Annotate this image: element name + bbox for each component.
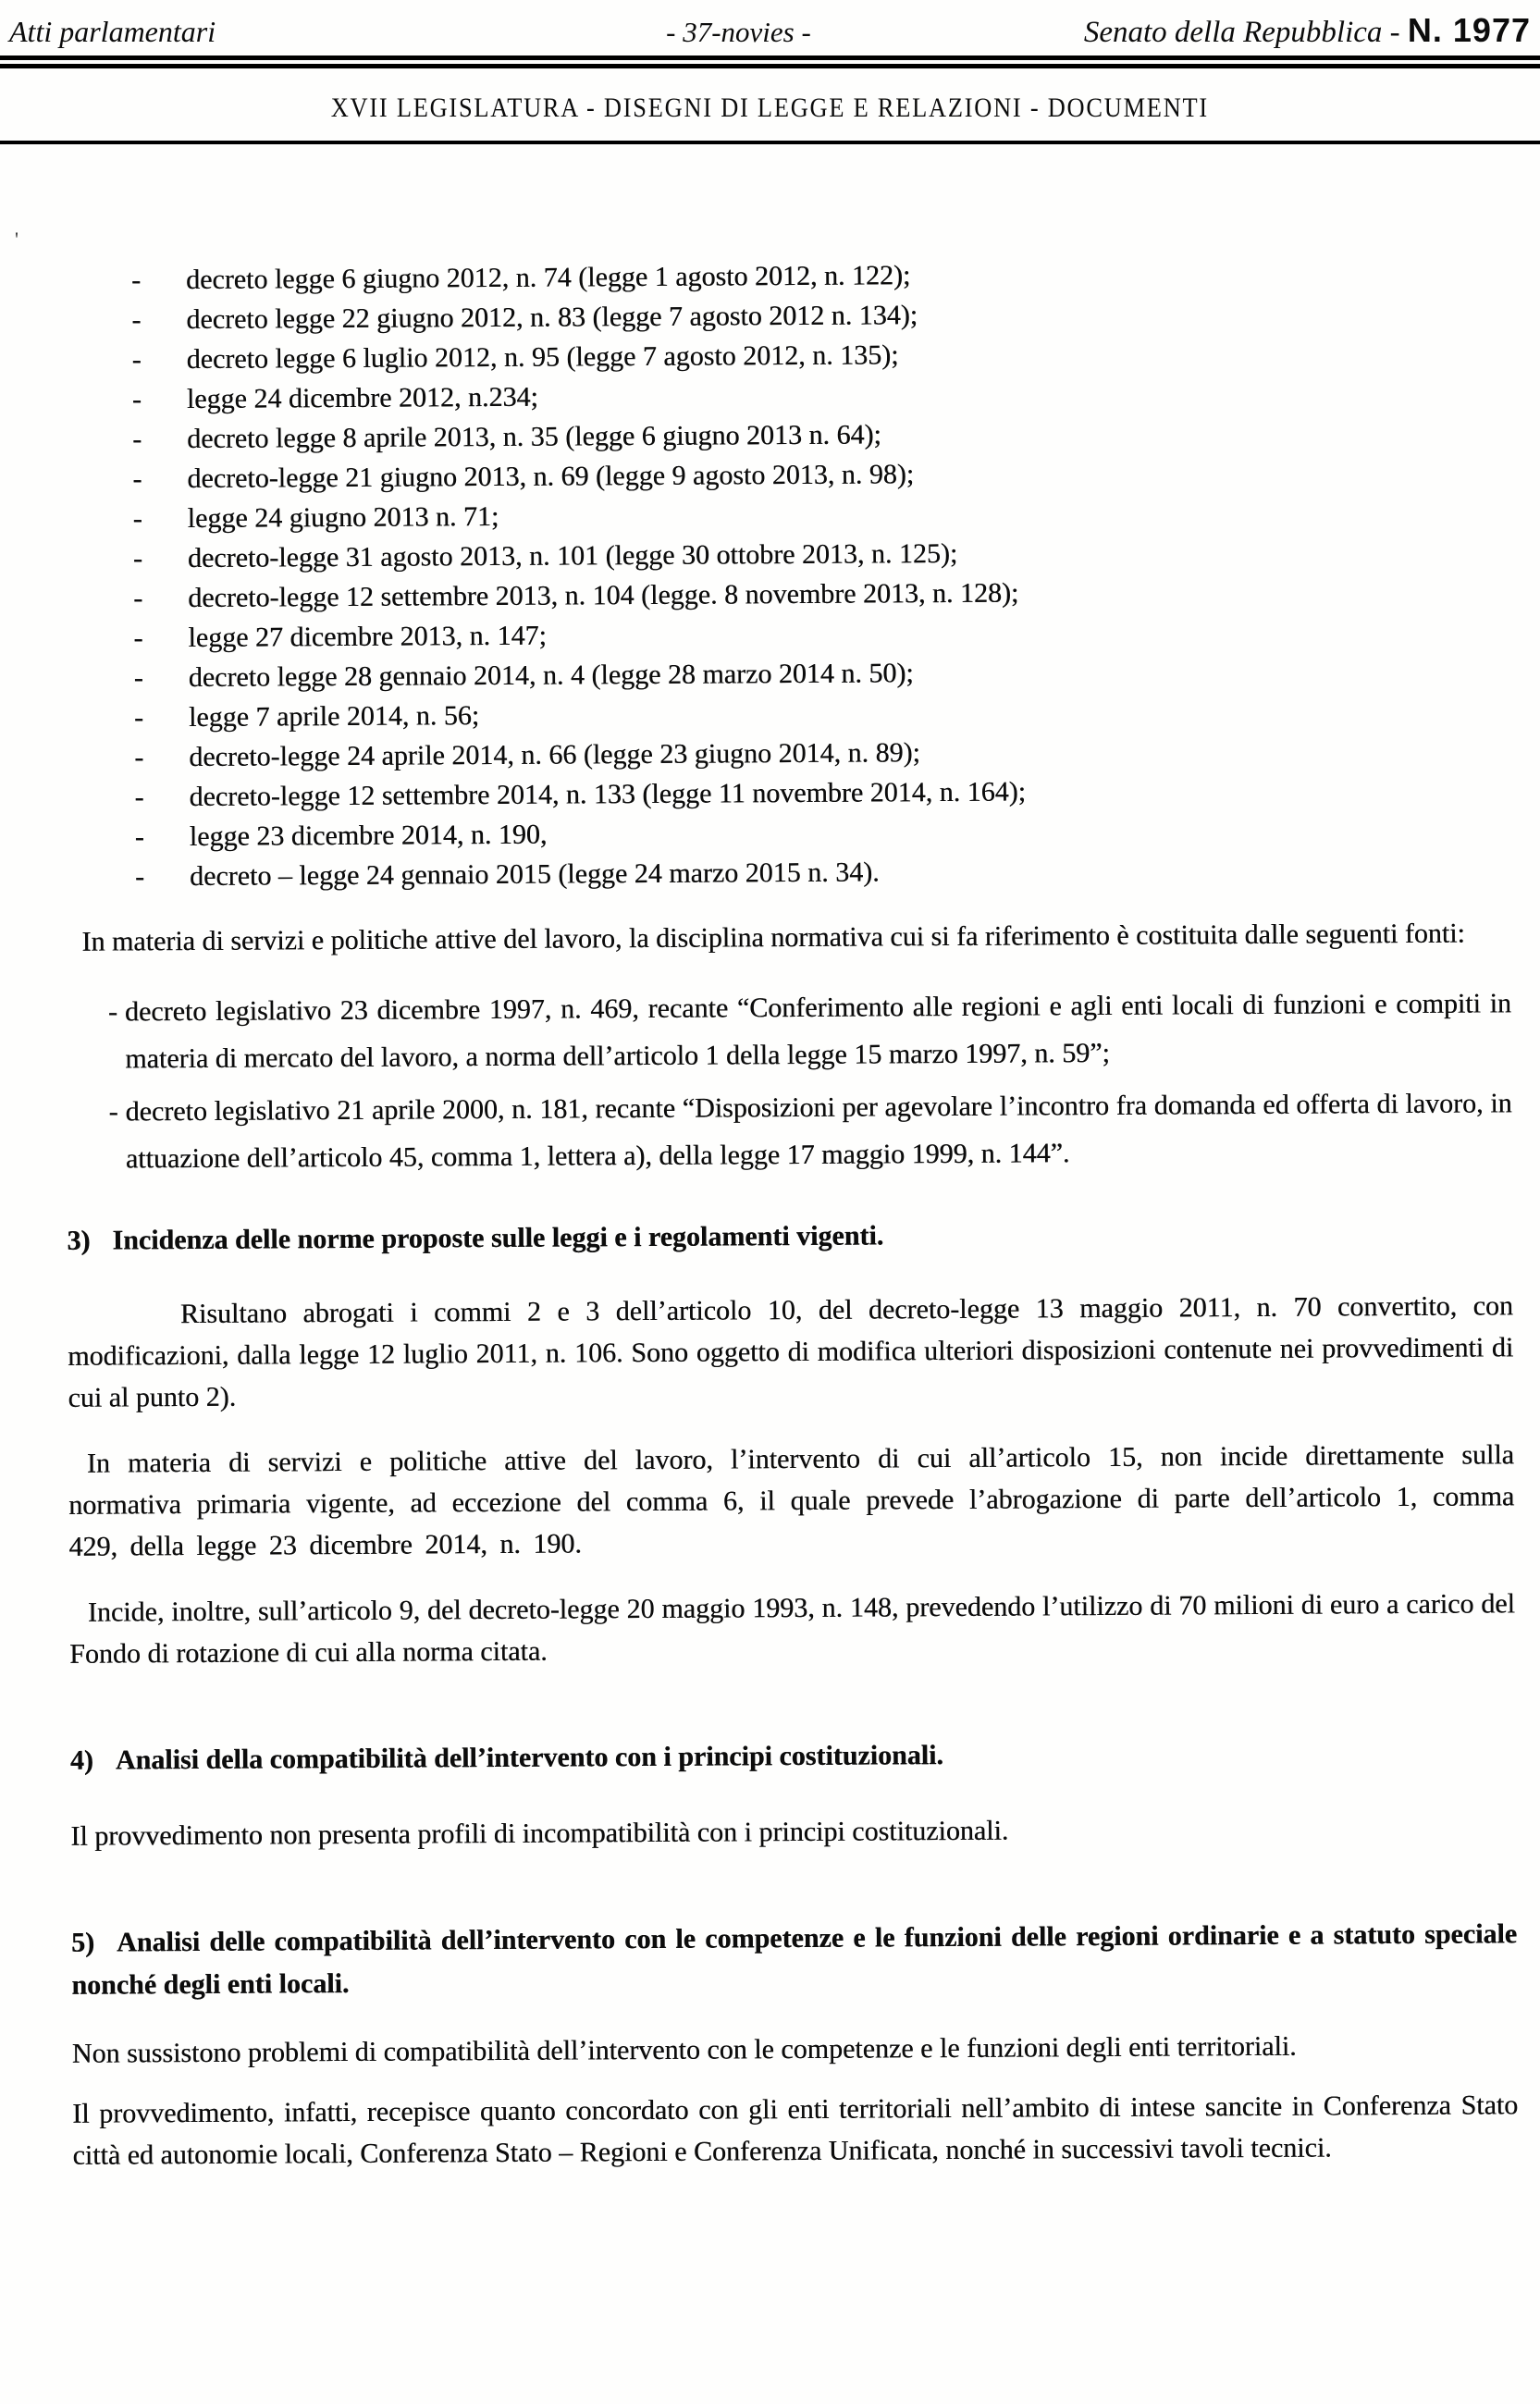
law-list-item-text: legge 7 aprile 2014, n. 56; bbox=[188, 700, 480, 734]
dash-bullet: - bbox=[108, 1096, 118, 1128]
section-3-heading bbox=[67, 1211, 1512, 1263]
masthead-right bbox=[1084, 11, 1531, 50]
single-rule bbox=[0, 141, 1540, 144]
double-rule bbox=[0, 55, 1540, 68]
source-list-item bbox=[66, 980, 1512, 1083]
dash-bullet: - bbox=[107, 996, 118, 1028]
dash-bullet: - bbox=[133, 583, 143, 614]
dash-bullet: - bbox=[134, 821, 144, 853]
section-5-paragraph-2: Il provvedimento, infatti, recepisce quanto concordato con gli enti territoriali nell’ambito di intese sancite in Conferenza Stato città ed autonomie locali, Conferenza Stato – Regioni e Conferenza Unificata, nonché in successivi tavoli tecnici. bbox=[72, 2090, 1519, 2171]
dash-bullet: - bbox=[134, 782, 144, 813]
dash-bullet: - bbox=[134, 742, 144, 773]
law-list-item bbox=[65, 848, 1510, 897]
law-list-item-text: decreto-legge 24 aprile 2014, n. 66 (legge 23 giugno 2014, n. 89); bbox=[189, 737, 921, 773]
law-list-item-text: decreto legge 28 gennaio 2014, n. 4 (legge 28 marzo 2014 n. 50); bbox=[188, 658, 914, 694]
section-3-paragraph-3: Incide, inoltre, sull’articolo 9, del decreto-legge 20 maggio 1993, n. 148, prevedendo l’utilizzo di 70 milioni di euro a carico del Fondo di rotazione di cui alla norma citata. bbox=[69, 1588, 1515, 1670]
dash-bullet: - bbox=[134, 861, 145, 893]
document-body bbox=[0, 252, 1540, 2176]
law-list-item-text: legge 24 giugno 2013 n. 71; bbox=[187, 500, 499, 535]
law-list-item-text: decreto-legge 31 agosto 2013, n. 101 (legge 30 ottobre 2013, n. 125); bbox=[187, 537, 958, 574]
section-5-heading bbox=[71, 1913, 1518, 2007]
law-list-item-text: decreto-legge 12 settembre 2013, n. 104 (legge. 8 novembre 2013, n. 128); bbox=[188, 577, 1019, 614]
scan-artifact-mark: ' bbox=[15, 228, 18, 251]
law-list-item-text: decreto legge 6 luglio 2012, n. 95 (legge 7 agosto 2012, n. 135); bbox=[186, 339, 899, 376]
source-list-item bbox=[66, 1079, 1512, 1183]
document-number: N. 1977 bbox=[1407, 11, 1531, 49]
intro-paragraph: In materia di servizi e politiche attive del lavoro, la disciplina normativa cui si fa riferimento è costituita dalle seguenti fonti: bbox=[81, 918, 1465, 957]
legislature-line bbox=[0, 92, 1540, 126]
page-header bbox=[0, 0, 1540, 144]
masthead-left: Atti parlamentari bbox=[9, 15, 216, 48]
law-list-2012-2015 bbox=[61, 252, 1510, 897]
section-4-title: Analisi della compatibilità dell’intervento con i principi costituzionali. bbox=[115, 1740, 944, 1776]
law-list-item-text: decreto legge 22 giugno 2012, n. 83 (legge 7 agosto 2012 n. 134); bbox=[186, 300, 918, 336]
rule-bar bbox=[0, 55, 1540, 60]
source-list-item-text: decreto legislativo 23 dicembre 1997, n. 469, recante “Conferimento alle regioni e agli enti locali di funzioni e compiti in materia di mercato del lavoro, a norma dell’articolo 1 della legge 15 marzo 1997, n. 59”; bbox=[124, 988, 1512, 1075]
section-4-number: 4) bbox=[69, 1744, 94, 1776]
dash-bullet: - bbox=[132, 463, 142, 495]
section-3-title: Incidenza delle norme proposte sulle leggi e i regolamenti vigenti. bbox=[112, 1220, 884, 1256]
section-4-heading bbox=[70, 1731, 1516, 1782]
dash-bullet: - bbox=[133, 623, 143, 654]
masthead bbox=[0, 0, 1540, 50]
section-3-number: 3) bbox=[67, 1225, 91, 1256]
legislature-text: XVII LEGISLATURA - DISEGNI DI LEGGE E RELAZIONI - DOCUMENTI bbox=[330, 92, 1210, 123]
dash-bullet: - bbox=[133, 702, 144, 734]
dash-bullet: - bbox=[132, 503, 142, 535]
dash-bullet: - bbox=[131, 304, 142, 336]
law-list-item-text: decreto legge 8 aprile 2013, n. 35 (legge 6 giugno 2013 n. 64); bbox=[187, 419, 881, 455]
law-list-item-text: decreto-legge 21 giugno 2013, n. 69 (legge 9 agosto 2013, n. 98); bbox=[187, 459, 915, 495]
section-5-title: Analisi delle compatibilità dell’intervento con le competenze e le funzioni delle regioni ordinarie e a statuto speciale nonché degli enti locali. bbox=[71, 1918, 1518, 2001]
section-5-number: 5) bbox=[71, 1927, 95, 1958]
masthead-page-number: - 37-novies - bbox=[666, 16, 811, 48]
dash-bullet: - bbox=[132, 424, 142, 455]
dash-bullet: - bbox=[131, 344, 142, 376]
law-list-item-text: decreto legge 6 giugno 2012, n. 74 (legge 1 agosto 2012, n. 122); bbox=[186, 260, 911, 296]
dash-bullet: - bbox=[132, 543, 143, 574]
rule-bar bbox=[0, 64, 1540, 68]
dash-bullet: - bbox=[131, 265, 142, 296]
masthead-right-title: Senato della Repubblica - bbox=[1083, 16, 1408, 49]
law-list-item-text: decreto – legge 24 gennaio 2015 (legge 24 marzo 2015 n. 34). bbox=[189, 857, 880, 893]
source-list-item-text: decreto legislativo 21 aprile 2000, n. 181, recante “Disposizioni per agevolare l’incontro fra domanda ed offerta di lavoro, in attuazione dell’articolo 45, comma 1, lettera a), della legge 17 maggio 1999, n. 144”. bbox=[125, 1088, 1512, 1175]
law-list-item-text: legge 23 dicembre 2014, n. 190, bbox=[189, 819, 548, 853]
law-list-item-text: decreto-legge 12 settembre 2014, n. 133 (legge 11 novembre 2014, n. 164); bbox=[189, 776, 1027, 813]
section-5-paragraph-1: Non sussistono problemi di compatibilità dell’intervento con le competenze e le funzioni degli enti territoriali. bbox=[71, 2030, 1297, 2069]
section-4-paragraph-1: Il provvedimento non presenta profili di incompatibilità con i principi costituzionali. bbox=[70, 1815, 1009, 1852]
dash-bullet: - bbox=[131, 384, 142, 415]
section-3-paragraph-2: In materia di servizi e politiche attive del lavoro, l’intervento di cui all’articolo 15, non incide direttamente sulla normativa primaria vigente, ad eccezione del comma 6, il quale prevede l’abrogazione di parte dell’articolo 1, comma 429, della legge 23 dicembre 2014, n. 190. bbox=[68, 1439, 1515, 1562]
law-list-item-text: legge 27 dicembre 2013, n. 147; bbox=[188, 620, 548, 654]
law-list-item-text: legge 24 dicembre 2012, n.234; bbox=[186, 381, 538, 415]
section-3-paragraph-1: Risultano abrogati i commi 2 e 3 dell’articolo 10, del decreto-legge 13 maggio 2011, n. 70 convertito, con modificazioni, dalla legge 12 luglio 2011, n. 106. Sono oggetto di modifica ulteriori disposizioni contenute nei provvedimenti di cui al punto 2). bbox=[68, 1290, 1514, 1413]
dash-bullet: - bbox=[133, 662, 143, 694]
legislative-sources-list bbox=[66, 980, 1512, 1183]
